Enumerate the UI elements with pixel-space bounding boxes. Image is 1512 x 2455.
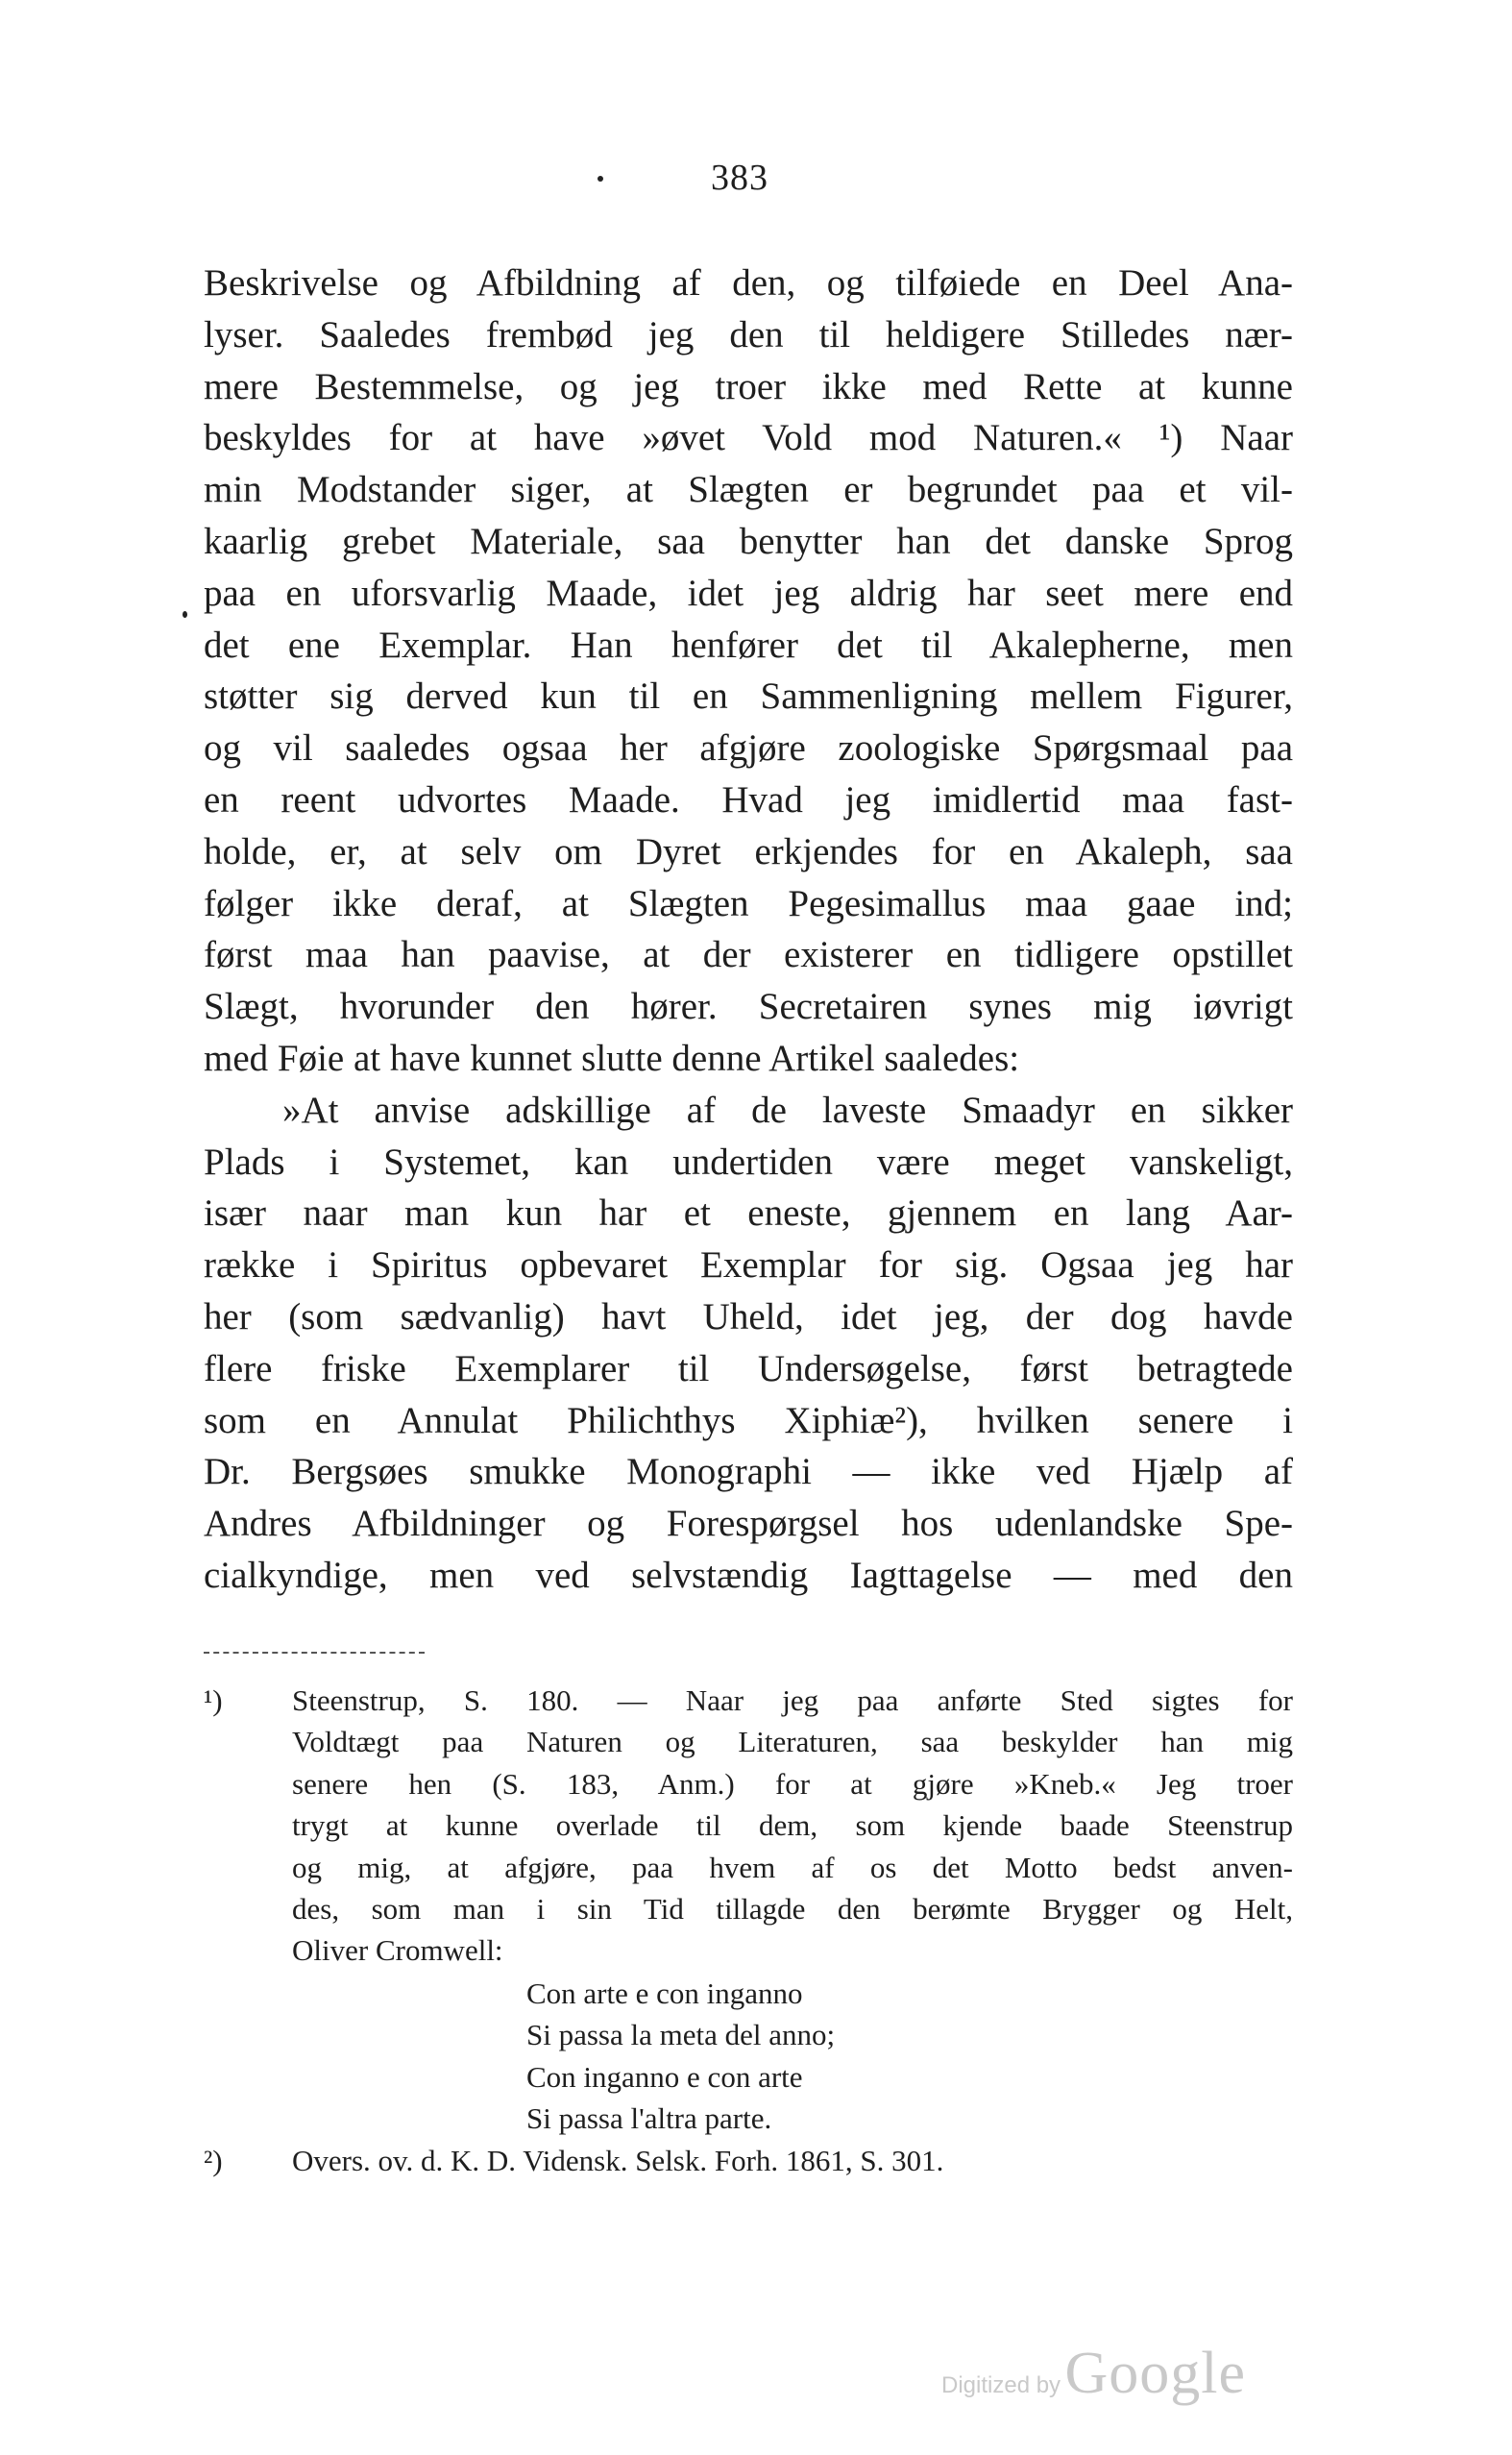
verse-quote (526, 1973, 1199, 2140)
text-line: især naar man kun har et eneste, gjennem en lang Aar- (204, 1192, 1293, 1235)
footnote-marker: ²) (204, 2144, 223, 2177)
text-line: række i Spiritus opbevaret Exemplar for sig. Ogsaa jeg har (204, 1244, 1293, 1287)
verse-line: Si passa l'altra parte. (526, 2101, 772, 2136)
footnote-rule (204, 1652, 425, 1654)
footnote-1 (204, 1680, 1293, 1972)
footnote-line (204, 1680, 1293, 1721)
footnote-line: Oliver Cromwell: (292, 1933, 503, 1968)
text-line: Plads i Systemet, kan undertiden være meget vanskeligt, (204, 1141, 1293, 1183)
watermark-prefix: Digitized by (941, 2372, 1061, 2398)
footnote-line: og mig, at afgjøre, paa hvem af os det Motto bedst anven- (292, 1850, 1293, 1884)
text-line: først maa han paavise, at der existerer en tidligere opstillet (204, 934, 1293, 976)
text-line: »At anvise adskillige af de laveste Smaadyr en sikker (282, 1089, 1293, 1131)
footnote-line: Voldtægt paa Naturen og Literaturen, saa beskylder han mig (292, 1725, 1293, 1759)
scan-speck (597, 176, 603, 182)
text-line: Beskrivelse og Afbildning af den, og tilføiede en Deel Ana- (204, 262, 1293, 304)
text-line: paa en uforsvarlig Maade, idet jeg aldrig har seet mere end (204, 572, 1293, 614)
text-line: mere Bestemmelse, og jeg troer ikke med Rette at kunne (204, 365, 1293, 407)
scan-speck (183, 611, 187, 618)
verse-line: Con inganno e con arte (526, 2059, 803, 2094)
text-line: støtter sig derved kun til en Sammenligning mellem Figurer, (204, 675, 1293, 718)
footnote-text: Steenstrup, S. 180. — Naar jeg paa anførte Sted sigtes for (292, 1683, 1293, 1717)
text-line: med Føie at have kunnet slutte denne Artikel saaledes: (204, 1037, 1020, 1079)
text-line: beskyldes for at have »øvet Vold mod Naturen.« ¹) Naar (204, 417, 1293, 459)
text-line: Andres Afbildninger og Forespørgsel hos udenlandske Spe- (204, 1503, 1293, 1545)
google-logo: Google (1064, 2341, 1247, 2406)
text-line: her (som sædvanlig) havt Uheld, idet jeg, der dog havde (204, 1295, 1293, 1338)
verse-line: Con arte e con inganno (526, 1976, 803, 2010)
text-line: kaarlig grebet Materiale, saa benytter han det danske Sprog (204, 520, 1293, 562)
text-line: cialkyndige, men ved selvstændig Iagttagelse — med den (204, 1554, 1293, 1596)
text-line: Slægt, hvorunder den hører. Secretairen synes mig iøvrigt (204, 986, 1293, 1028)
text-line: det ene Exemplar. Han henfører det til Akalepherne, men (204, 624, 1293, 666)
text-line: holde, er, at selv om Dyret erkjendes for en Akaleph, saa (204, 830, 1293, 872)
footnote-text: Overs. ov. d. K. D. Vidensk. Selsk. Forh. 1861, S. 301. (292, 2144, 944, 2177)
footnote-line: des, som man i sin Tid tillagde den berømte Brygger og Helt, (292, 1891, 1293, 1926)
footnote-marker: ¹) (204, 1683, 223, 1717)
page-number: 383 (711, 158, 768, 198)
footnote-line: trygt at kunne overlade til dem, som kjende baade Steenstrup (292, 1808, 1293, 1843)
digitized-watermark (941, 2340, 1246, 2408)
footnote-line (204, 2140, 1293, 2181)
text-line: flere friske Exemplarer til Undersøgelse, først betragtede (204, 1347, 1293, 1389)
text-line: en reent udvortes Maade. Hvad jeg imidlertid maa fast- (204, 778, 1293, 821)
text-line: lyser. Saaledes frembød jeg den til heldigere Stilledes nær- (204, 313, 1293, 356)
body-text (204, 258, 1293, 1602)
text-line: Dr. Bergsøes smukke Monographi — ikke ved Hjælp af (204, 1451, 1293, 1493)
text-line: og vil saaledes ogsaa her afgjøre zoologiske Spørgsmaal paa (204, 727, 1293, 770)
text-line: følger ikke deraf, at Slægten Pegesimallus maa gaae ind; (204, 882, 1293, 924)
text-line: som en Annulat Philichthys Xiphiæ²), hvilken senere i (204, 1399, 1293, 1441)
text-line: min Modstander siger, at Slægten er begrundet paa et vil- (204, 469, 1293, 511)
footnote-2 (204, 2140, 1293, 2181)
footnote-line: senere hen (S. 183, Anm.) for at gjøre »Kneb.« Jeg troer (292, 1766, 1293, 1801)
verse-line: Si passa la meta del anno; (526, 2018, 836, 2052)
